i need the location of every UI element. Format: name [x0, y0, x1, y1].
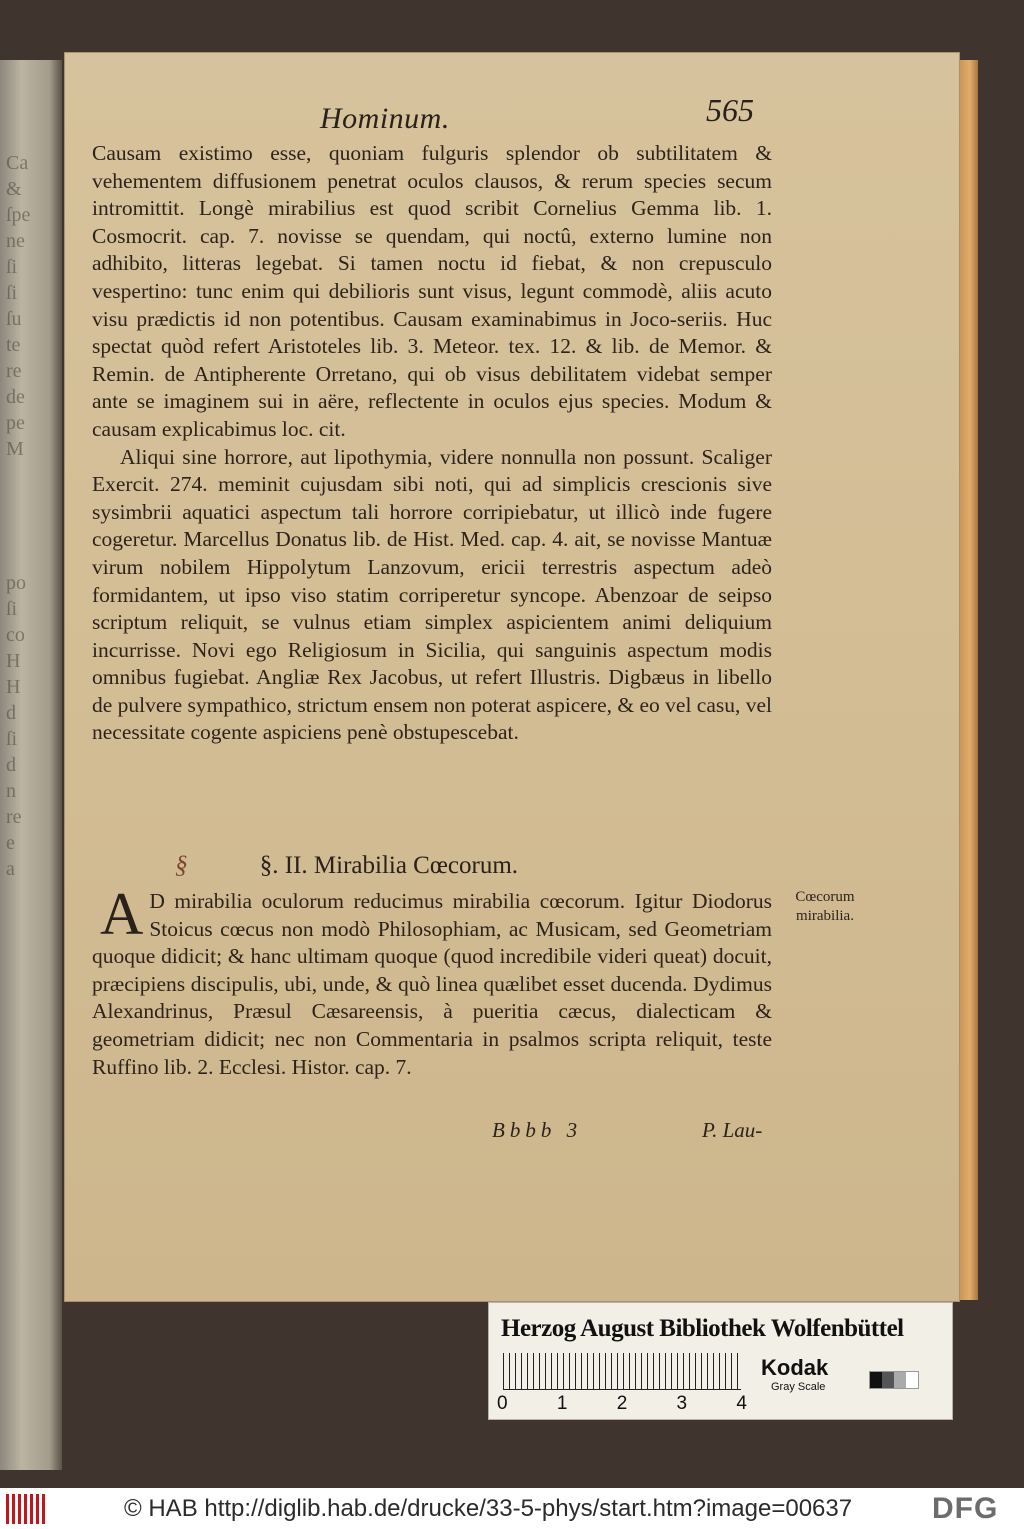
hab-logo-icon — [6, 1494, 46, 1524]
footer-url-text[interactable]: © HAB http://diglib.hab.de/drucke/33-5-phys/start.htm?image=00637 — [124, 1495, 853, 1522]
running-head: Hominum. — [320, 102, 450, 135]
drop-cap: A — [100, 881, 144, 947]
swatch — [870, 1372, 882, 1388]
section-title: §. II. Mirabilia Cœcorum. — [259, 852, 519, 879]
previous-page-edge — [0, 60, 62, 1470]
paragraph-2: Aliqui sine horrore, aut lipothymia, videre nonnulla non possunt. Scaliger Exercit. 274. meminit cujusdam sibi noti, qui ad simplicis crescionis sive sysimbrii aquatici aspectum tali horrore corripiebatur, ut illicò inde fugere cogeretur. Marcellus Donatus lib. de Hist. Med. cap. 4. ait, se novisse Mantuæ virum nobilem Hippolytum Lanzovum, ericii terrestris aspectum adeò formidantem, ut ipso viso statim corriperetur syncope. Abenzoar de seipso scriptum reliquit, se vulnus etiam simplex aspicientem animi deliquium incurrisse. Novi ego Religiosum in Sicilia, qui sanguinis aspectum modis omnibus fugiebat. Angliæ Rex Jacobus, ut refert Illustris. Digbæus in libello de pulvere sympathico, strictum ensem non poterat aspicere, & eo vel casu, vel necessitate cogente aspiciens penè obstupescebat. — [92, 444, 773, 745]
section-mark: § — [175, 852, 188, 879]
dfg-logo: DFG — [932, 1492, 999, 1525]
section-heading — [175, 852, 518, 880]
library-name: Herzog August Bibliothek Wolfenbüttel — [501, 1315, 904, 1342]
margin-note: Cœcorum mirabilia. — [795, 889, 855, 924]
swatch — [906, 1372, 918, 1388]
paragraph-1: Causam existimo esse, quoniam fulguris splendor ob subtilitatem & vehementem diffusionem penetrat oculos clausos, & rerum species secum intromittit. Longè mirabilius est quod scribit Cornelius Gemma lib. 1. Cosmocrit. cap. 7. novisse se quendam, qui noctû, externo lumine non adhibito, litteras legebat. Si tamen noctu id fiebat, & non crepusculo vespertino: tunc enim qui debilioris sunt visus, legunt commodè, aliis acuto visu prædictis id non potentibus. Causam examinabimus in Joco-seriis. Huc spectat quòd refert Aristoteles lib. 3. Meteor. tex. 12. & lib. de Memor. & Remin. de Antipherente Orretano, qui ob visus debilitatem videbat semper ante se imaginem sui in aëre, reflectente in oculos ejus species. Modum & causam explicabimus loc. cit. — [92, 141, 772, 441]
section-paragraph — [92, 881, 772, 1081]
ruler-labels — [497, 1393, 747, 1415]
ruler-label: 4 — [736, 1393, 747, 1414]
section-body — [92, 881, 772, 1081]
grayscale-label: Gray Scale — [771, 1381, 826, 1393]
page-number: 565 — [706, 92, 754, 128]
footer-bar — [0, 1488, 1024, 1529]
gray-swatches — [869, 1371, 919, 1389]
swatch — [894, 1372, 906, 1388]
ghost-text: po ſi co H H d ſi d n re e a — [6, 572, 26, 880]
ruler-label: 3 — [676, 1393, 688, 1414]
ruler-scale — [503, 1353, 741, 1390]
section-text: D mirabilia oculorum reducimus mirabilia cœcorum. Igitur Diodorus Stoicus cœcus non modò Philosophiam, ac Musicam, sed Geometriam quoque didicit; & hanc ultimam quoque (quod incredibile videri queat) docuit, præcipiens discipulis, ubi, unde, & quò linea quælibet esset ducenda. Dydimus Alexandrinus, Præsul Cæsareensis, à pueritia cæcus, dialecticam & geometriam didicit; nec non Commentaria in psalmos scripta reliquit, teste Ruffino lib. 2. Ecclesi. Histor. cap. 7. — [92, 889, 772, 1079]
ghost-text: Ca & ſpe ne ſi ſi ſu te re de pe M — [6, 152, 31, 460]
swatch — [882, 1372, 894, 1388]
ruler-label: 2 — [616, 1393, 628, 1414]
ruler-label: 0 — [497, 1393, 508, 1414]
kodak-label: Kodak — [761, 1355, 829, 1380]
library-color-card — [488, 1302, 953, 1420]
signature-mark: Bbbb 3 — [492, 1118, 583, 1142]
body-text — [92, 140, 772, 747]
page-fore-edge — [958, 60, 978, 1300]
catchword: P. Lau- — [702, 1118, 763, 1142]
ruler-label: 1 — [556, 1393, 568, 1414]
